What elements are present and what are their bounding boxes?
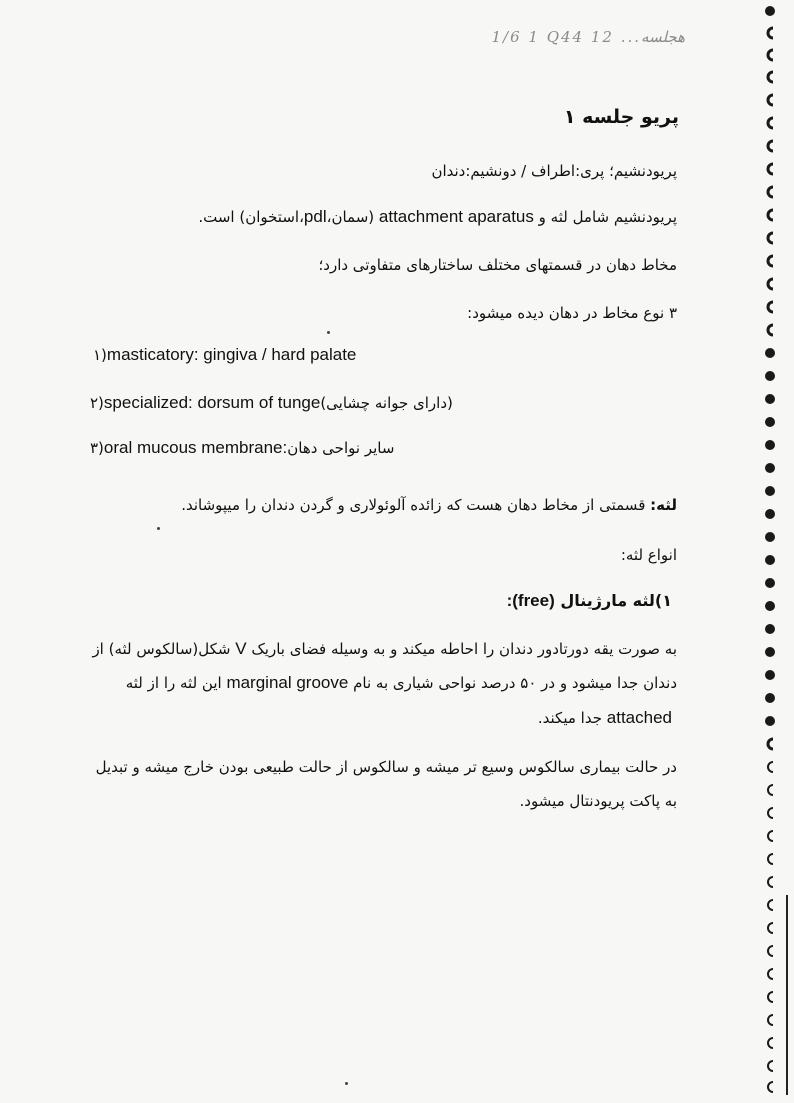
heading-number: ۱) <box>654 591 672 610</box>
binding-ring-icon <box>762 208 776 222</box>
p1b-prefix: دندان جدا میشود و در ۵۰ درصد نواحی شیاری به نام <box>348 674 677 692</box>
paragraph-1-line-2 <box>126 672 677 694</box>
binding-ring-icon <box>762 990 776 1004</box>
binding-ring-icon <box>762 829 776 843</box>
binding-ring-icon <box>762 737 776 751</box>
binding-ring-icon <box>762 507 776 521</box>
oral-mucous-term: oral mucous membrane: <box>103 438 288 457</box>
binding-ring-icon <box>762 93 776 107</box>
text-line-1: پریودنشیم؛ پری:اطراف / دونشیم:دندان <box>431 162 677 180</box>
binding-ring-icon <box>762 530 776 544</box>
binding-ring-icon <box>762 438 776 452</box>
specialized-term: specialized: dorsum of tunge <box>103 393 321 412</box>
binding-ring-icon <box>762 277 776 291</box>
marginal-gingiva-heading <box>507 590 672 612</box>
binding-ring-icon <box>762 346 776 360</box>
binding-ring-icon <box>762 26 776 40</box>
heading-text: لثه مارژینال <box>560 591 655 610</box>
paragraph-2-line-2: به پاکت پریودنتال میشود. <box>519 792 677 810</box>
binding-ring-icon <box>762 691 776 705</box>
text-line-4: ۳ نوع مخاط در دهان دیده میشود: <box>467 304 677 322</box>
binding-ring-icon <box>762 4 776 18</box>
binding-ring-icon <box>762 48 776 62</box>
item-number: ۲) <box>90 394 104 412</box>
gingiva-definition <box>181 494 677 516</box>
spiral-binding <box>752 0 782 1103</box>
mucosa-type-3 <box>90 437 394 459</box>
binding-ring-icon <box>762 852 776 866</box>
binding-ring-icon <box>762 254 776 268</box>
masticatory-term: masticatory: gingiva / hard palate <box>106 345 357 364</box>
term-pdl: pdl <box>303 207 327 226</box>
binding-ring-icon <box>762 576 776 590</box>
page-title: پریو جلسه ۱ <box>563 106 679 128</box>
binding-ring-icon <box>762 944 776 958</box>
binding-ring-icon <box>762 162 776 176</box>
handwritten-header: 1/6 1 Q44 12 ...هجلسه <box>491 28 685 46</box>
binding-ring-icon <box>762 967 776 981</box>
specialized-note: (دارای جوانه چشایی) <box>320 394 453 412</box>
paragraph-1-line-1 <box>92 638 677 660</box>
item-number: ۳) <box>90 439 104 457</box>
heading-free-term: (free): <box>506 591 555 610</box>
binding-ring-icon <box>762 645 776 659</box>
binding-ring-icon <box>762 415 776 429</box>
binding-ring-icon <box>762 369 776 383</box>
binding-ring-icon <box>762 1059 776 1073</box>
binding-ring-icon <box>762 875 776 889</box>
binding-ring-icon <box>762 599 776 613</box>
binding-ring-icon <box>762 116 776 130</box>
mucosa-type-2 <box>90 392 453 414</box>
binding-ring-icon <box>762 668 776 682</box>
p1b-suffix: این لثه را از لثه <box>125 674 227 692</box>
line2-prefix: پریودنشیم شامل لثه و <box>533 208 677 226</box>
paragraph-2-line-1: در حالت بیماری سالکوس وسیع تر میشه و سالکوس از حالت طبیعی بودن خارج میشه و تبدیل <box>95 758 677 776</box>
p1a-prefix: به صورت یقه دورتادور دندان را احاطه میکند و به وسیله فضای باریک <box>246 640 677 658</box>
page-edge-shadow <box>786 895 788 1095</box>
paragraph-1-line-3 <box>538 707 672 729</box>
gingiva-label: لثه: <box>650 496 677 514</box>
binding-ring-icon <box>762 461 776 475</box>
mucosa-type-1 <box>93 344 356 366</box>
binding-ring-icon <box>762 553 776 567</box>
binding-ring-icon <box>762 484 776 498</box>
binding-ring-icon <box>762 392 776 406</box>
text-line-3: مخاط دهان در قسمتهای مختلف ساختارهای متفاوتی دارد؛ <box>318 256 677 274</box>
binding-ring-icon <box>762 806 776 820</box>
binding-ring-icon <box>762 1036 776 1050</box>
binding-ring-icon <box>762 783 776 797</box>
term-attached: attached <box>606 708 672 727</box>
binding-ring-icon <box>762 898 776 912</box>
binding-ring-icon <box>762 921 776 935</box>
stray-dot <box>157 527 160 530</box>
binding-ring-icon <box>762 323 776 337</box>
binding-ring-icon <box>762 70 776 84</box>
binding-ring-icon <box>762 1080 776 1094</box>
binding-ring-icon <box>762 760 776 774</box>
p1c-suffix: جدا میکند. <box>537 709 607 727</box>
binding-ring-icon <box>762 300 776 314</box>
term-marginal-groove: marginal groove <box>226 673 349 692</box>
stray-dot <box>327 331 330 334</box>
stray-dot <box>345 1082 348 1085</box>
binding-ring-icon <box>762 139 776 153</box>
binding-ring-icon <box>762 622 776 636</box>
v-letter: V <box>235 639 247 658</box>
oral-mucous-note: سایر نواحی دهان <box>287 439 395 457</box>
term-attachment-apparatus: attachment aparatus <box>378 207 534 226</box>
binding-ring-icon <box>762 1013 776 1027</box>
item-number: ۱) <box>93 346 107 364</box>
gingiva-definition-text: قسمتی از مخاط دهان هست که زائده آلوئولاری و گردن دندان را میپوشاند. <box>181 496 651 514</box>
binding-ring-icon <box>762 714 776 728</box>
binding-ring-icon <box>762 185 776 199</box>
binding-ring-icon <box>762 231 776 245</box>
line2-middle: (سمان، <box>326 208 379 226</box>
p1a-suffix: شکل(سالکوس لثه) از <box>92 640 236 658</box>
text-line-2 <box>198 206 677 228</box>
gingiva-types-heading: انواع لثه: <box>620 546 677 564</box>
line2-suffix: ،استخوان) است. <box>198 208 304 226</box>
